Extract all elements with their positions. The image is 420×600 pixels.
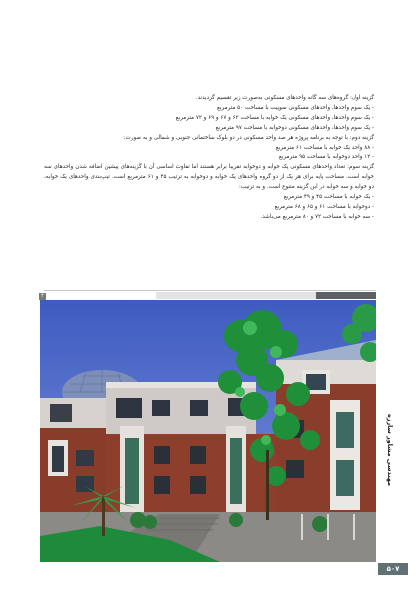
building-render-image	[40, 300, 376, 562]
window	[154, 446, 170, 464]
window	[116, 398, 142, 418]
paragraph: - یک خوابه با مساحت ۴۵ و ۴۹ مترمربع	[283, 194, 374, 201]
window	[306, 374, 326, 390]
window	[190, 446, 206, 464]
paragraph: - یک سوم واحدها، واحدهای مسکونی دوخوابه با مساحت ۹۷ مترمربع	[215, 124, 374, 131]
paragraph: گزینه اول: گروه‌های سه گانه واحدهای مسکونی به‌صورت زیر تقسیم گردیدند.	[195, 95, 374, 101]
paragraph: - ۱۲ واحد دوخوابه با مساحت ۹۵ مترمربع	[278, 154, 374, 161]
building-illustration	[40, 300, 376, 562]
body-text	[44, 94, 374, 223]
right-building-brick	[276, 384, 376, 524]
window	[76, 450, 94, 466]
window	[190, 400, 208, 416]
figure-number: ۴	[39, 293, 46, 300]
paragraph: - یک سوم واحدها، واحدهای مسکونی یک خوابه با مساحت ۶۲ و ۶۷ و ۶۹ و ۷۲ مترمربع	[175, 114, 374, 121]
paragraph: - ۸۸ واحد یک خوابه با مساحت ۶۱ مترمربع	[275, 144, 374, 151]
window	[152, 400, 170, 416]
window	[154, 476, 170, 494]
tree-trunk	[266, 450, 269, 520]
window	[76, 476, 94, 492]
window	[50, 404, 72, 422]
paragraph: - دوخوابه با مساحت ۶۱ و ۶۵ و ۶۸ مترمربع	[274, 203, 374, 210]
tower-glazing	[125, 438, 139, 504]
tower-glazing	[230, 438, 242, 504]
paragraph: گزینه سوم: تعداد واحدهای مسکونی یک خوابه و دوخوابه تقریبا برابر هستند اما تفاوت اساسی آن با گزینه‌های پیشین اضافه شدن واحدهای سه خوابه است. مساحت پایه برای هر یک از دو گروه واحدهای یک خوابه و دوخوابه به ترتیب ۴۵ و ۶۱ مترمربع است. تیپ‌بندی واحدهای یک خوابه، دو خوابه و سه خوابه در این گزینه متنوع است. و به ترتیب:	[44, 164, 374, 191]
figure-header-bar	[156, 292, 376, 299]
paragraph: - یک سوم واحدها، واحدهای مسکونی سوییت با مساحت ۵۰ مترمربع	[216, 104, 374, 111]
tower-glazing	[336, 460, 354, 496]
page-number: ۵۰۷	[378, 563, 408, 575]
figure-header-accent	[316, 292, 376, 299]
window	[190, 476, 206, 494]
publisher-label: مهندسی مشاور ساززه	[386, 414, 394, 487]
paragraph: - سه خوابه با مساحت ۷۲ و ۸۰ مترمربع می‌باشد.	[260, 213, 374, 220]
paragraph: گزینه دوم: با توجه به برنامه پروژه هر صد واحد مسکونی در دو بلوک ساختمانی جنوبی و شمالی و به صورت:	[123, 134, 374, 141]
window	[52, 446, 64, 472]
tower-glazing	[336, 412, 354, 448]
window	[286, 460, 304, 478]
divider	[44, 290, 376, 291]
